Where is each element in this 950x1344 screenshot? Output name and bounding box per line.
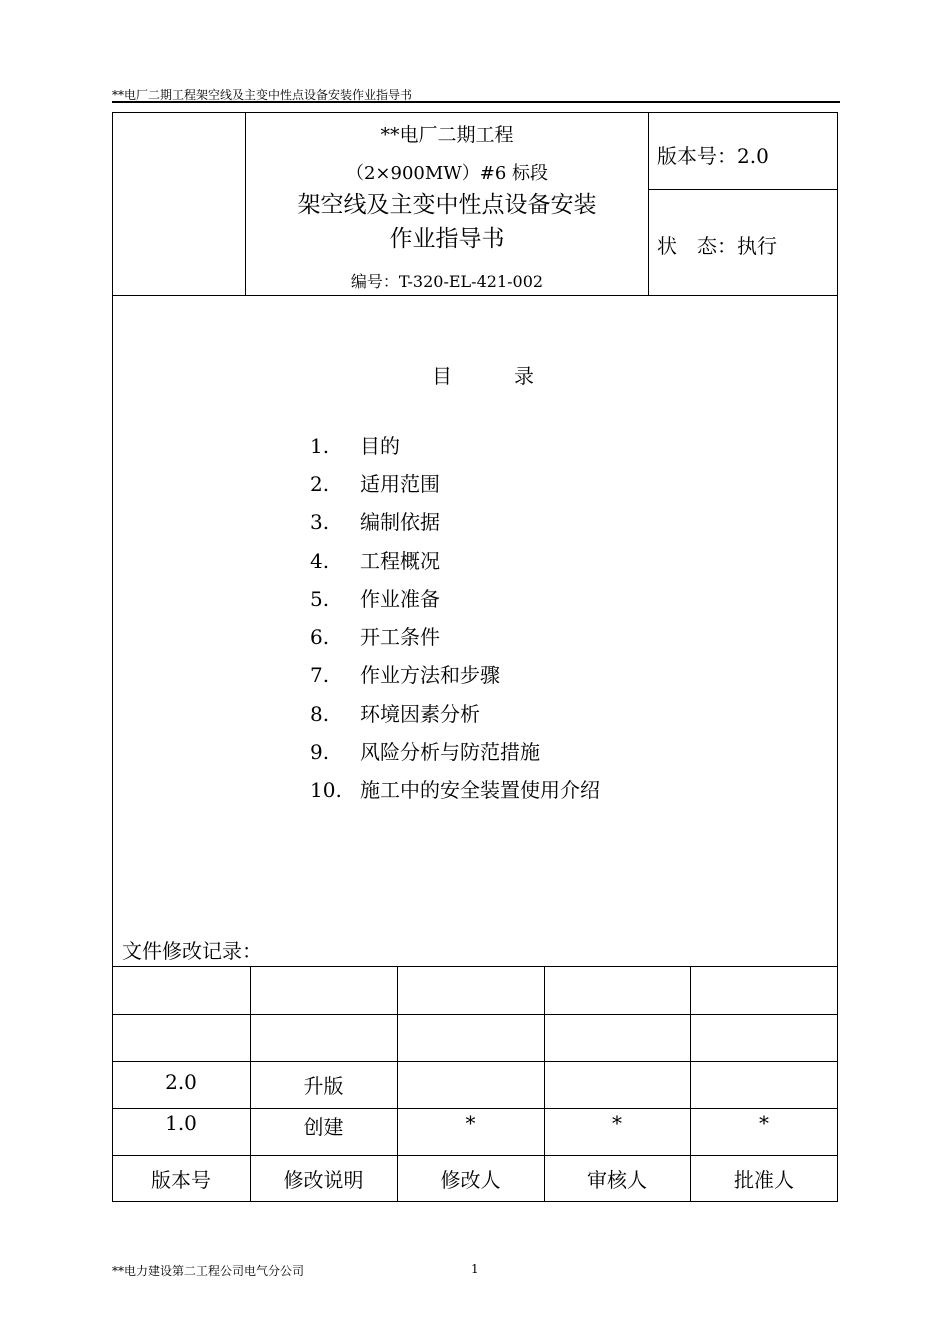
toc-item bbox=[310, 468, 440, 497]
revision-cell-approver: * bbox=[759, 1111, 769, 1135]
toc-title: 目录 bbox=[432, 364, 596, 388]
toc-item-text: 风险分析与防范措施 bbox=[360, 740, 540, 764]
revision-header-reviewer: 审核人 bbox=[587, 1168, 647, 1192]
toc-item bbox=[310, 583, 440, 612]
footer-company: **电力建设第二工程公司电气分公司 bbox=[112, 1264, 305, 1278]
status-label: 状 态：执行 bbox=[657, 234, 777, 258]
toc-item-number: 1. bbox=[310, 434, 330, 458]
revision-cell-reviewer: * bbox=[612, 1111, 622, 1135]
header-rule bbox=[112, 101, 840, 103]
revision-cell-description: 创建 bbox=[303, 1115, 344, 1139]
project-title: **电厂二期工程 bbox=[380, 124, 514, 146]
revision-table-rule bbox=[112, 1014, 838, 1015]
toc-item bbox=[310, 698, 480, 727]
toc-item-text: 作业方法和步骤 bbox=[360, 663, 500, 687]
revision-record-label: 文件修改记录： bbox=[122, 939, 262, 963]
toc-item-number: 7. bbox=[310, 663, 330, 687]
toc-item bbox=[310, 430, 400, 459]
revision-table-rule bbox=[112, 1155, 838, 1156]
toc-item-number: 4. bbox=[310, 549, 330, 573]
toc-item-number: 5. bbox=[310, 587, 330, 611]
version-label: 版本号：2.0 bbox=[657, 144, 769, 168]
title-block-bottom-rule bbox=[112, 295, 838, 296]
toc-item-text: 开工条件 bbox=[360, 625, 440, 649]
toc-item-text: 作业准备 bbox=[360, 587, 440, 611]
toc-item-number: 3. bbox=[310, 510, 330, 534]
revision-cell-version: 1.0 bbox=[165, 1111, 197, 1135]
project-scope: （2×900MW）#6 标段 bbox=[345, 163, 549, 184]
title-block-divider-right bbox=[648, 112, 649, 296]
toc-item-text: 目的 bbox=[360, 434, 400, 458]
document-title-line1: 架空线及主变中性点设备安装 bbox=[297, 192, 597, 218]
revision-header-description: 修改说明 bbox=[283, 1168, 364, 1192]
revision-cell-version: 2.0 bbox=[165, 1070, 197, 1094]
title-block-side-divider bbox=[648, 189, 838, 190]
revision-header-modifier: 修改人 bbox=[440, 1168, 501, 1192]
toc-item-number: 2. bbox=[310, 472, 330, 496]
revision-table-rule bbox=[112, 1108, 838, 1109]
document-title-line2: 作业指导书 bbox=[389, 226, 505, 252]
toc-item-number: 6. bbox=[310, 625, 330, 649]
toc-item-number: 8. bbox=[310, 702, 330, 726]
document-code: 编号：T-320-EL-421-002 bbox=[350, 272, 544, 291]
toc-item bbox=[310, 506, 440, 535]
toc-item bbox=[310, 774, 600, 803]
page-header-text: **电厂二期工程架空线及主变中性点设备安装作业指导书 bbox=[112, 88, 413, 102]
revision-cell-modifier: * bbox=[465, 1111, 476, 1135]
toc-item-number: 9. bbox=[310, 740, 330, 764]
toc-item-number: 10. bbox=[310, 778, 342, 802]
toc-item bbox=[310, 736, 540, 765]
revision-table-rule bbox=[112, 1061, 838, 1062]
toc-item-text: 编制依据 bbox=[360, 510, 440, 534]
toc-item-text: 工程概况 bbox=[360, 549, 440, 573]
page-number: 1 bbox=[471, 1262, 479, 1276]
revision-header-version: 版本号 bbox=[151, 1168, 211, 1192]
toc-item-text: 适用范围 bbox=[360, 472, 440, 496]
revision-header-approver: 批准人 bbox=[734, 1168, 794, 1192]
toc-item bbox=[310, 659, 500, 688]
toc-item bbox=[310, 545, 440, 574]
toc-item-text: 环境因素分析 bbox=[360, 702, 480, 726]
toc-item bbox=[310, 621, 440, 650]
toc-item-text: 施工中的安全装置使用介绍 bbox=[360, 778, 600, 802]
revision-cell-description: 升版 bbox=[303, 1074, 344, 1098]
revision-table-top-rule bbox=[112, 966, 838, 967]
